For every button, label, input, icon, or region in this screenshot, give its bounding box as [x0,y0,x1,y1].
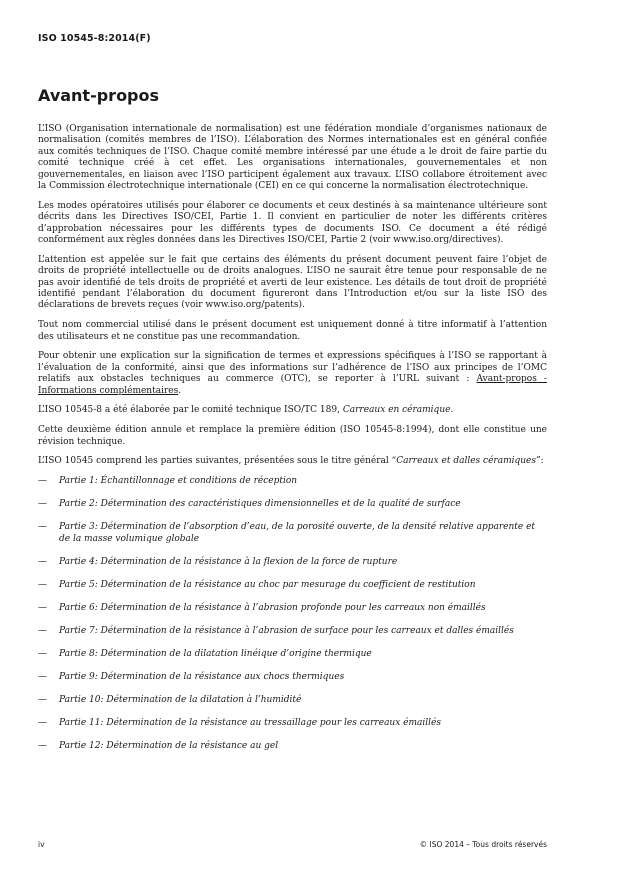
list-item-text: Partie 12: Détermination de la résistance au gel [59,740,279,751]
committee-title: Carreaux en céramique [342,405,451,416]
list-item-text: Partie 2: Détermination des caractéristiques dimensionnelles et de la qualité de surface [59,499,461,510]
list-dash: — [38,671,47,682]
list-dash: — [38,648,47,659]
list-item [38,476,547,487]
conformity-end: . [178,385,182,396]
copyright-notice: © ISO 2014 – Tous droits réservés [419,840,547,849]
list-item-text: Partie 7: Détermination de la résistance à l’abrasion de surface pour les carreaux et dalles émaillés [59,625,514,636]
page-title: Avant-propos [38,86,160,105]
list-item-text: Partie 11: Détermination de la résistance au tressaillage pour les carreaux émaillés [59,717,441,728]
parts-intro-text: L’ISO 10545 comprend les parties suivantes, présentées sous le titre général [38,456,392,467]
committee-text: L’ISO 10545-8 a été élaborée par le comité technique ISO/TC 189, [38,405,343,416]
list-item-text: Partie 5: Détermination de la résistance au choc par mesurage du coefficient de restitution [59,579,476,590]
paragraph-edition: Cette deuxième édition annule et remplace la première édition (ISO 10545-8:1994), dont elle constitue une révision technique. [38,425,547,447]
list-item-text: Partie 1: Échantillonnage et conditions de réception [59,476,298,487]
paragraph-patent-rights: L’attention est appelée sur le fait que certains des éléments du présent document peuvent faire l’objet de droits de propriété intellectuelle ou de droits analogues. L’ISO ne saurait être tenue pour responsable de ne pas avoir identifié de tels droits de propriété et averti de leur existence. Les détails de tout droit de propriété identifié pendant l’élaboration du document figureront dans l’Introduction et/ou sur la liste ISO des déclarations de brevets reçues (voir www.iso.org/patents). [38,254,547,311]
parts-list [38,476,547,752]
list-dash: — [38,499,47,510]
list-item [38,718,547,729]
supplementary-info-link[interactable]: Avant-propos - Informations complémentaires [38,374,547,396]
list-item-text: Partie 8: Détermination de la dilatation linéique d’origine thermique [59,648,372,659]
paragraph-iso-organisation: L’ISO (Organisation internationale de normalisation) est une fédération mondiale d’organismes nationaux de normalisation (comités membres de l’ISO). L’élaboration des Normes internationales est en général confiée aux comités techniques de l’ISO. Chaque comité membre intéressé par une étude a le droit de faire partie du comité technique créé à cet effet. Les organisations internationales, gouvernementales et non gouvernementales, en liaison avec l’ISO participent également aux travaux. L’ISO collabore étroitement avec la Commission électrotechnique internationale (CEI) en ce qui concerne la normalisation électrotechnique. [38,124,547,192]
list-item-text: Partie 6: Détermination de la résistance à l’abrasion profonde pour les carreaux non émaillés [59,602,486,613]
list-dash: — [38,625,47,636]
paragraph-committee [38,405,547,416]
list-item [38,649,547,660]
parts-intro-end: : [540,456,544,467]
list-item-text: Partie 3: Détermination de l’absorption d’eau, de la porosité ouverte, de la densité relative apparente et de la masse volumique globale [59,522,536,544]
list-dash: — [38,740,47,751]
list-item [38,580,547,591]
list-item [38,499,547,510]
list-dash: — [38,522,47,533]
parts-general-title: “Carreaux et dalles céramiques” [391,456,541,467]
list-item [38,626,547,637]
paragraph-procedures: Les modes opératoires utilisés pour élaborer ce documents et ceux destinés à sa maintenance ultérieure sont décrits dans les Directives ISO/CEI, Partie 1. Il convient en particulier de noter les différents critères d’approbation nécessaires pour les différents types de documents ISO. Ce document a été rédigé conformément aux règles données dans les Directives ISO/CEI, Partie 2 (voir www.iso.org/directives). [38,200,547,246]
list-dash: — [38,579,47,590]
list-item-text: Partie 10: Détermination de la dilatation à l’humidité [59,694,302,705]
list-item [38,603,547,614]
list-item-text: Partie 4: Détermination de la résistance à la flexion de la force de rupture [59,556,398,567]
conformity-text: Pour obtenir une explication sur la signification de termes et expressions spécifiques à l’ISO se rapportant à l’évaluation de la conformité, ainsi que des informations sur l’adhérence de l’ISO aux principes de l’OMC relatifs aux obstacles techniques au commerce (OTC), se reporter à l’URL suivant : [38,351,547,385]
list-item [38,522,547,545]
list-dash: — [38,694,47,705]
paragraph-parts-intro [38,456,547,467]
foreword-body [38,124,547,764]
list-item [38,741,547,752]
paragraph-conformity [38,351,547,397]
list-item [38,672,547,683]
list-item-text: Partie 9: Détermination de la résistance aux chocs thermiques [59,671,345,682]
list-item [38,557,547,568]
list-dash: — [38,476,47,487]
list-dash: — [38,556,47,567]
page-number: iv [38,840,45,849]
list-dash: — [38,602,47,613]
list-dash: — [38,717,47,728]
document-id-header: ISO 10545-8:2014(F) [38,33,151,44]
list-item [38,695,547,706]
committee-end: . [450,405,454,416]
paragraph-trade-names: Tout nom commercial utilisé dans le présent document est uniquement donné à titre informatif à l’attention des utilisateurs et ne constitue pas une recommandation. [38,320,547,342]
